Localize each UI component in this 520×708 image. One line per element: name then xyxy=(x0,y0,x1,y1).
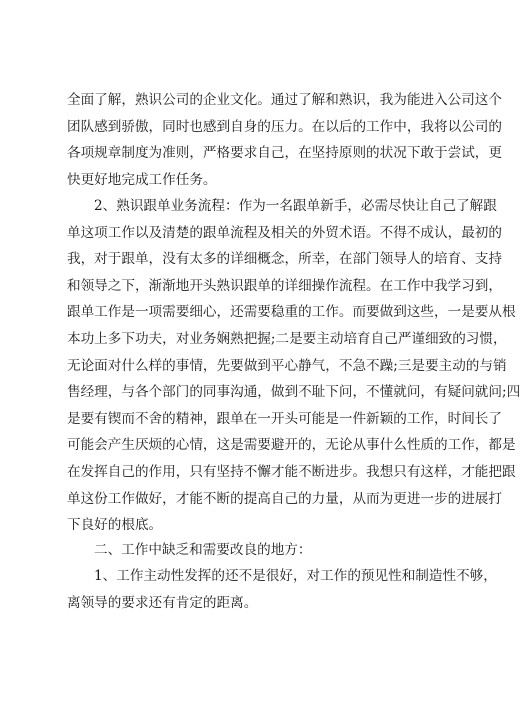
text-line: 售经理，与各个部门的同事沟通，做到不耻下问，不懂就问，有疑问就问;四 xyxy=(67,384,520,401)
text-line: 快更好地完成工作任务。 xyxy=(67,171,217,188)
text-line: 单这份工作做好，才能不断的提高自己的力量，从而为更进一步的进展打 xyxy=(67,490,502,507)
section-heading-shortcomings xyxy=(67,537,449,564)
text-line: 跟单工作是一项需要细心，还需要稳重的工作。而要做到这些，一是要从根 xyxy=(67,304,516,321)
paragraph-initiative xyxy=(67,563,497,616)
text-line: 是要有锲而不舍的精神，跟单在一开头可能是一件新颖的工作，时间长了 xyxy=(67,410,502,427)
text-line: 可能会产生厌烦的心情，这是需要避开的，无论从事什么性质的工作，都是 xyxy=(67,437,516,454)
text-line: 各项规章制度为准则，严格要求自己，在坚持原则的状况下敢于尝试，更 xyxy=(67,145,502,162)
text-line: 在发挥自己的作用，只有坚持不懈才能不断进步。我想只有这样，才能把跟 xyxy=(67,463,516,480)
paragraph-company-culture xyxy=(67,87,502,193)
text-line: 下良好的根底。 xyxy=(67,517,163,534)
section-heading: 二、工作中缺乏和需要改良的地方： xyxy=(94,542,312,558)
text-line: 我，对于跟单，没有太多的详细概念，所幸，在部门领导人的培育、支持 xyxy=(67,251,502,268)
text-line: 离领导的要求还有肯定的距离。 xyxy=(67,594,258,611)
text-line: 团队感到骄傲，同时也感到自身的压力。在以后的工作中，我将以公司的 xyxy=(67,118,502,135)
text-line: 1、工作主动性发挥的还不是很好，对工作的预见性和制造性不够， xyxy=(94,568,497,584)
text-line: 无论面对什么样的事情，先要做到平心静气，不急不躁;三是要主动的与销 xyxy=(67,357,507,374)
text-line: 本功上多下功夫，对业务娴熟把握;二是要主动培育自己严谨细致的习惯， xyxy=(67,330,507,347)
text-line: 2、熟识跟单业务流程：作为一名跟单新手，必需尽快让自己了解跟 xyxy=(94,198,497,214)
text-line: 单这项工作以及清楚的跟单流程及相关的外贸术语。不得不成认，最初的 xyxy=(67,224,502,241)
text-line: 和领导之下，渐渐地开头熟识跟单的详细操作流程。在工作中我学习到， xyxy=(67,277,502,294)
text-line: 全面了解，熟识公司的企业文化。通过了解和熟识，我为能进入公司这个 xyxy=(67,92,502,108)
paragraph-order-process xyxy=(67,193,520,539)
